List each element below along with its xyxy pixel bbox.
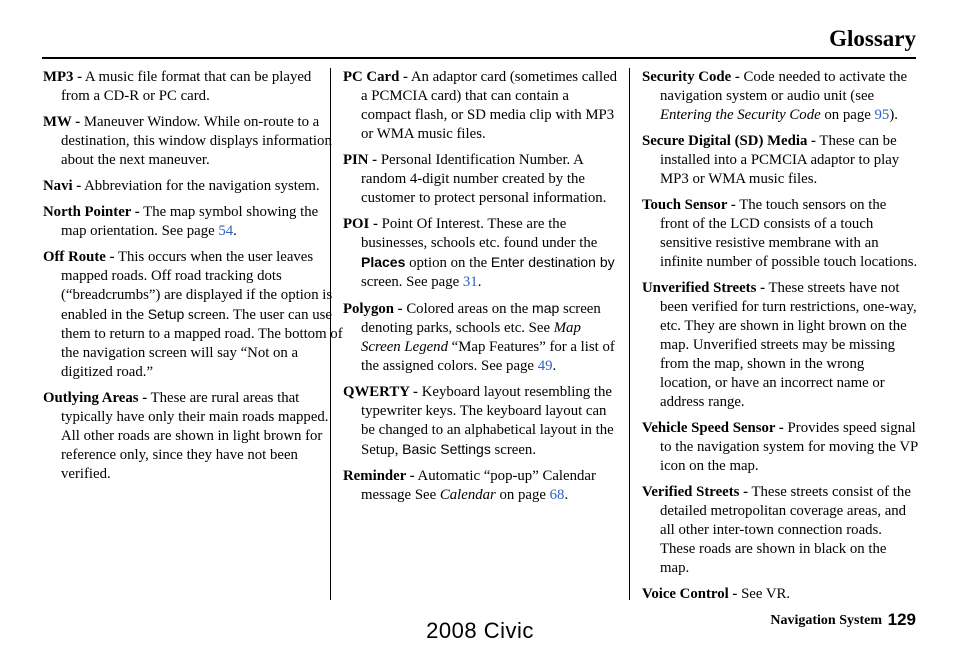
punctuation: .: [233, 223, 237, 239]
glossary-column-1: [43, 68, 343, 491]
entry-vehicle-speed-sensor: [642, 419, 918, 476]
title-rule: [42, 57, 916, 59]
term: MW -: [43, 114, 81, 130]
definition: Abbreviation for the navigation system.: [84, 178, 320, 194]
entry-pin: [343, 151, 619, 208]
watermark: 2008 Civic: [426, 618, 534, 643]
page-link[interactable]: 31: [462, 274, 478, 290]
term: Reminder -: [343, 468, 415, 484]
entry-outlying-areas: [43, 389, 343, 484]
definition: These can be installed into a PCMCIA adaptor to play MP3 or WMA music files.: [660, 133, 900, 187]
page-link[interactable]: 68: [549, 487, 565, 503]
entry-mw: [43, 113, 343, 170]
definition: screen denoting parks, schools etc. See: [361, 301, 601, 336]
cross-reference: Map Screen Legend: [361, 320, 581, 355]
punctuation: .: [552, 358, 557, 374]
definition: This occurs when the user leaves mapped roads. Off road tracking dots (“breadcrumbs”) are displayed if the option is enabled in the: [61, 249, 333, 323]
definition: Code needed to activate the navigation system or audio unit (see: [660, 69, 908, 104]
term: MP3 -: [43, 69, 83, 85]
page-number: 129: [887, 610, 916, 629]
footer-section-name: Navigation System: [770, 613, 882, 628]
definition: Maneuver Window. While on-route to a destination, this window displays information about the next maneuver.: [61, 114, 332, 168]
definition: on page: [824, 107, 871, 123]
page-link[interactable]: 95: [874, 107, 890, 123]
entry-unverified-streets: [642, 279, 918, 412]
cross-reference: Calendar: [439, 487, 496, 503]
term: Vehicle Speed Sensor -: [642, 420, 784, 436]
glossary-column-2: [343, 68, 619, 512]
entry-touch-sensor: [642, 196, 918, 272]
entry-secure-digital: [642, 132, 918, 189]
definition: “Map Features” for a list of the assigned colors. See page: [361, 339, 615, 374]
definition: screen. See page: [361, 274, 460, 290]
term: Voice Control -: [642, 586, 738, 602]
page-link[interactable]: 54: [218, 223, 234, 239]
entry-mp3: [43, 68, 343, 106]
places-option: Places: [361, 254, 406, 270]
definition: Colored areas on the: [406, 301, 529, 317]
term: Outlying Areas -: [43, 390, 148, 406]
term: Touch Sensor -: [642, 197, 736, 213]
entry-polygon: [343, 299, 619, 376]
term: Unverified Streets -: [642, 280, 765, 296]
definition: screen. The user can use them to return to a mapped road. The bottom of the navigation screen will say “Not on a digitized road.”: [61, 307, 343, 380]
term: Navi -: [43, 178, 82, 194]
definition: These are rural areas that typically have only their main roads mapped. All other roads are shown in light brown for reference only, since they have not been verified.: [61, 390, 329, 482]
punctuation: ).: [889, 107, 898, 123]
definition: Provides speed signal to the navigation system for moving the VP icon on the map.: [660, 420, 918, 474]
entry-security-code: [642, 68, 918, 125]
term: PIN -: [343, 152, 378, 168]
page-title: Glossary: [829, 26, 916, 51]
definition: Automatic “pop-up” Calendar message See: [361, 468, 596, 503]
entry-reminder: [343, 467, 619, 505]
term: Off Route -: [43, 249, 115, 265]
punctuation: .: [477, 274, 482, 290]
term: Security Code -: [642, 69, 740, 85]
definition: Point Of Interest. These are the businesses, schools etc. found under the: [361, 216, 598, 251]
definition: Keyboard layout resembling the typewriter keys. The keyboard layout can be changed to an alphabetical layout in the Setup,: [361, 384, 614, 458]
definition: An adaptor card (sometimes called a PCMCIA card) that can contain a compact flash, or SD media clip with MP3 or WMA music files.: [361, 69, 618, 142]
entry-poi: [343, 215, 619, 292]
enter-destination-by-screen: Enter destination by: [490, 254, 615, 270]
basic-settings-screen-name: Basic Settings: [402, 441, 491, 457]
definition: A music file format that can be played from a CD-R or PC card.: [61, 69, 312, 104]
definition: screen.: [494, 442, 537, 458]
definition: on page: [499, 487, 546, 503]
term: PC Card -: [343, 69, 408, 85]
entry-off-route: [43, 248, 343, 382]
term: Polygon -: [343, 301, 403, 317]
setup-screen-name: Setup: [147, 306, 185, 322]
map-screen-name: map: [532, 300, 560, 316]
entry-qwerty: [343, 383, 619, 460]
definition: See VR.: [741, 586, 791, 602]
term: Verified Streets -: [642, 484, 749, 500]
term: North Pointer -: [43, 204, 140, 220]
cross-reference: Entering the Security Code: [660, 107, 821, 123]
definition: option on the: [409, 255, 488, 271]
definition: The map symbol showing the map orientation. See page: [61, 204, 319, 239]
entry-navi: [43, 177, 343, 196]
term: QWERTY -: [343, 384, 418, 400]
entry-verified-streets: [642, 483, 918, 578]
entry-north-pointer: [43, 203, 343, 241]
punctuation: .: [564, 487, 569, 503]
term: Secure Digital (SD) Media -: [642, 133, 816, 149]
definition: These streets have not been verified for turn restrictions, one-way, etc. They are shown in light brown on the map. Unverified streets may be missing from the map, shown in the wrong location, or have an incorrect name or address range.: [660, 280, 917, 410]
term: POI -: [343, 216, 378, 232]
column-divider: [629, 68, 630, 600]
definition: These streets consist of the detailed metropolitan coverage areas, and all other inter-town connection roads. These roads are shown in black on the map.: [660, 484, 911, 576]
entry-voice-control: [642, 585, 918, 604]
glossary-column-3: [642, 68, 918, 611]
entry-pc-card: [343, 68, 619, 144]
definition: Personal Identification Number. A random 4-digit number created by the customer to protect personal information.: [361, 152, 607, 206]
page-link[interactable]: 49: [537, 358, 553, 374]
definition: The touch sensors on the front of the LCD consists of a touch sensitive resistive membrane with an infinite number of possible touch locations.: [660, 197, 918, 270]
